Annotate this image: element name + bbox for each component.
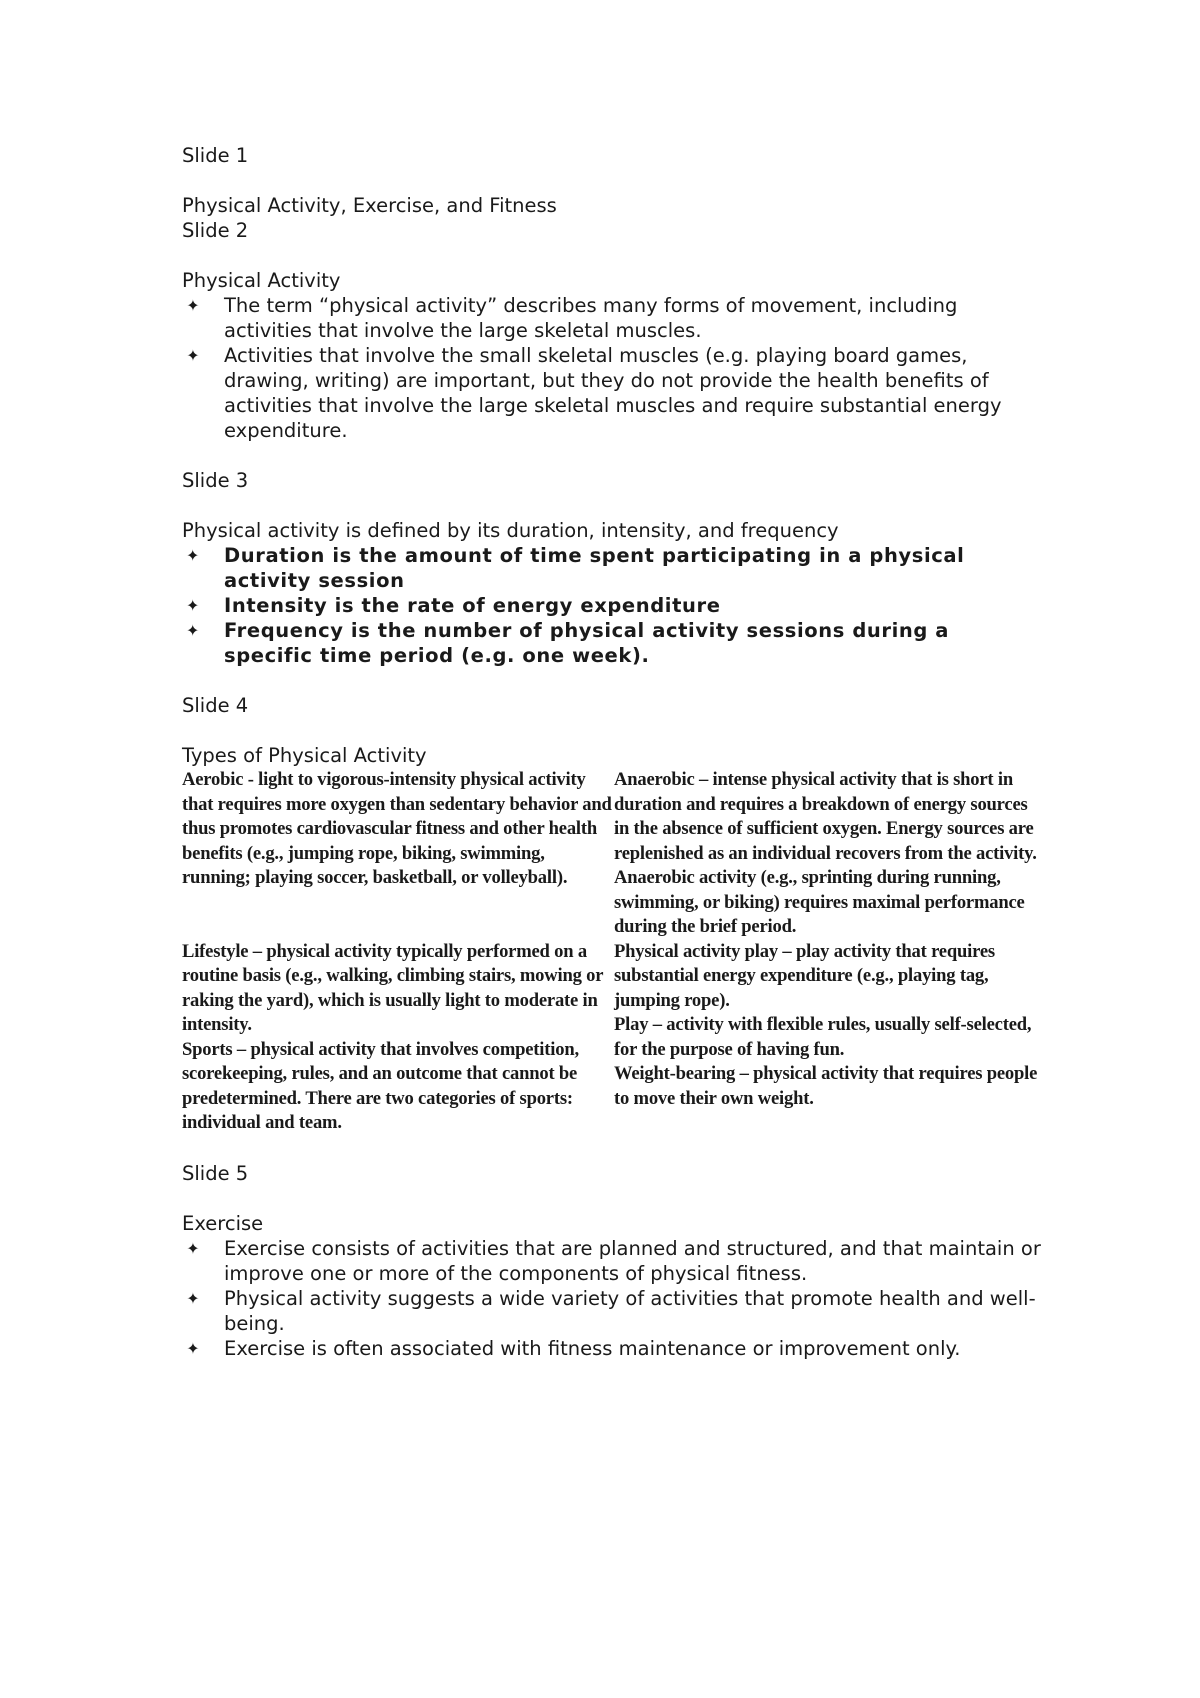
slide-5-label: Slide 5 <box>182 1161 249 1185</box>
bullet-text: The term “physical activity” describes many forms of movement, including activities that involve the large skeletal muscles. <box>224 294 958 342</box>
bullet-item <box>182 343 1042 443</box>
four-point-star-icon: ✦ <box>185 546 200 565</box>
four-point-star-icon: ✦ <box>185 596 200 615</box>
aerobic-definition: Aerobic - light to vigorous-intensity physical activity that requires more oxygen than sedentary behavior and thus promotes cardiovascular fitness and other health benefits (e.g., jumping rope, biking, swimming, running; playing soccer, basketball, or volleyball). <box>182 769 612 888</box>
bullet-text: Intensity is the rate of energy expenditure <box>224 594 721 617</box>
four-point-star-icon: ✦ <box>186 1288 200 1308</box>
bullet-text: Activities that involve the small skeletal muscles (e.g. playing board games, drawing, writing) are important, but they do not provide the health benefits of activities that involve the large skeletal muscles and require substantial energy expenditure. <box>224 344 1002 442</box>
lifestyle-definition: Lifestyle – physical activity typically performed on a routine basis (e.g., walking, climbing stairs, mowing or raking the yard), which is usually light to moderate in intensity. <box>182 940 603 1035</box>
anaerobic-definition: Anaerobic – intense physical activity that is short in duration and requires a breakdown of energy sources in the absence of sufficient oxygen. Energy sources are replenished as an individual recovers from the activity. Anaerobic activity (e.g., sprinting during running, swimming, or biking) requires maximal performance during the brief period. <box>614 769 1037 937</box>
four-point-star-icon: ✦ <box>186 296 200 315</box>
four-point-star-icon: ✦ <box>186 1338 200 1358</box>
slide-4-title: Types of Physical Activity <box>182 744 427 767</box>
activity-types-left-column <box>182 768 614 1136</box>
bullet-item <box>182 593 1042 618</box>
slide-3-title: Physical activity is defined by its duration, intensity, and frequency <box>182 519 839 542</box>
slide-1-label: Slide 1 <box>182 144 249 167</box>
bullet-text: Frequency is the number of physical activity sessions during a specific time period (e.g. one week). <box>224 619 950 667</box>
slide-1-title: Physical Activity, Exercise, and Fitness <box>182 194 557 217</box>
bullet-text: Exercise consists of activities that are planned and structured, and that maintain or improve one or more of the components of physical fitness. <box>224 1236 1041 1285</box>
activity-types-right-column <box>614 768 1042 1136</box>
slide-5-bullet-list <box>182 1236 1042 1361</box>
bullet-item <box>182 1336 1042 1361</box>
slide-3-label: Slide 3 <box>182 469 249 492</box>
four-point-star-icon: ✦ <box>185 621 200 640</box>
bullet-item <box>182 618 1042 668</box>
document-page <box>182 143 1042 1361</box>
bullet-text: Duration is the amount of time spent participating in a physical activity session <box>224 544 965 592</box>
bullet-text: Exercise is often associated with fitness maintenance or improvement only. <box>224 1336 961 1360</box>
bullet-item <box>182 1236 1042 1286</box>
slide-2-title: Physical Activity <box>182 269 341 292</box>
slide-5-title: Exercise <box>182 1211 264 1235</box>
slide-2-label: Slide 2 <box>182 219 249 242</box>
play-definition: Play – activity with flexible rules, usually self-selected, for the purpose of having fun. <box>614 1014 1032 1060</box>
sports-definition: Sports – physical activity that involves competition, scorekeeping, rules, and an outcome that cannot be predetermined. There are two categories of sports: individual and team. <box>182 1038 579 1133</box>
four-point-star-icon: ✦ <box>186 1238 200 1258</box>
weight-bearing-definition: Weight-bearing – physical activity that requires people to move their own weight. <box>614 1063 1038 1109</box>
bullet-item <box>182 293 1042 343</box>
bullet-item <box>182 1286 1042 1336</box>
slide-2-bullet-list <box>182 293 1042 443</box>
slide-3-bullet-list <box>182 543 1042 668</box>
bullet-item <box>182 543 1042 593</box>
four-point-star-icon: ✦ <box>186 346 200 365</box>
slide-4-label: Slide 4 <box>182 694 249 717</box>
activity-types-columns <box>182 768 1042 1136</box>
physical-activity-play-definition: Physical activity play – play activity that requires substantial energy expenditure (e.g., playing tag, jumping rope). <box>614 940 995 1011</box>
bullet-text: Physical activity suggests a wide variety of activities that promote health and well-being. <box>224 1286 1036 1335</box>
